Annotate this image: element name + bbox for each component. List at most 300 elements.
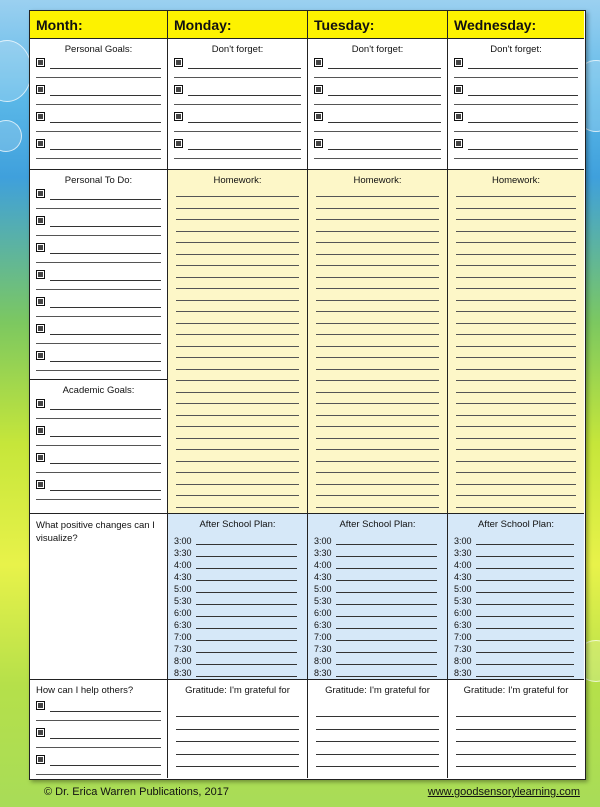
- time-line: [336, 556, 437, 557]
- time-label: 3:30: [454, 548, 472, 558]
- time-line: [196, 592, 297, 593]
- checkbox[interactable]: [314, 139, 323, 148]
- checkbox[interactable]: [36, 139, 45, 148]
- homework-line: [316, 507, 439, 508]
- checkbox[interactable]: [36, 755, 45, 764]
- write-line: [314, 158, 441, 159]
- time-label: 7:30: [454, 644, 472, 654]
- write-line: [454, 77, 578, 78]
- write-line: [468, 95, 578, 96]
- time-label: 5:30: [314, 596, 332, 606]
- time-slot: [454, 618, 574, 630]
- checklist-row: [454, 107, 578, 123]
- time-slot: [454, 606, 574, 618]
- write-line: [36, 316, 161, 317]
- planner-sheet: [29, 10, 586, 780]
- gratitude-line: [316, 766, 439, 767]
- checkbox[interactable]: [314, 58, 323, 67]
- checkbox[interactable]: [36, 216, 45, 225]
- homework-line: [456, 277, 576, 278]
- time-label: 7:00: [454, 632, 472, 642]
- time-line: [476, 556, 574, 557]
- homework-line: [456, 380, 576, 381]
- homework-line: [176, 495, 299, 496]
- homework-line: [316, 495, 439, 496]
- time-slot: [314, 594, 437, 606]
- academic-goals-title: Academic Goals:: [62, 385, 135, 396]
- homework-line: [456, 242, 576, 243]
- checkbox[interactable]: [36, 480, 45, 489]
- write-line: [50, 765, 161, 766]
- checkbox[interactable]: [454, 85, 463, 94]
- write-line: [50, 738, 161, 739]
- homework-line: [456, 219, 576, 220]
- write-line: [36, 445, 161, 446]
- homework-line: [176, 461, 299, 462]
- homework-line: [176, 277, 299, 278]
- time-label: 4:30: [454, 572, 472, 582]
- write-line: [174, 77, 301, 78]
- time-label: 8:00: [174, 656, 192, 666]
- homework-line: [456, 449, 576, 450]
- homework-line: [316, 380, 439, 381]
- homework-line: [176, 449, 299, 450]
- gratitude-monday: [168, 680, 308, 778]
- homework-line: [456, 426, 576, 427]
- time-slot: [454, 546, 574, 558]
- homework-line: [176, 403, 299, 404]
- checklist-row: [174, 53, 301, 69]
- homework-line: [176, 415, 299, 416]
- time-label: 4:30: [174, 572, 192, 582]
- homework-line: [316, 484, 439, 485]
- time-line: [336, 544, 437, 545]
- homework-line: [316, 472, 439, 473]
- write-line: [454, 104, 578, 105]
- homework-line: [176, 196, 299, 197]
- checklist-row: [36, 448, 161, 464]
- time-line: [336, 604, 437, 605]
- write-line: [50, 68, 161, 69]
- write-line: [50, 409, 161, 410]
- checklist-row: [36, 184, 161, 200]
- time-line: [336, 628, 437, 629]
- time-slot: [174, 570, 297, 582]
- gratitude-line: [176, 716, 299, 717]
- homework-line: [456, 507, 576, 508]
- checkbox[interactable]: [36, 189, 45, 198]
- time-label: 4:00: [454, 560, 472, 570]
- homework-line: [176, 231, 299, 232]
- write-line: [36, 158, 161, 159]
- homework-monday: [168, 170, 308, 514]
- month-header: [30, 11, 168, 39]
- time-line: [196, 664, 297, 665]
- checkbox[interactable]: [314, 112, 323, 121]
- gratitude-line: [456, 766, 576, 767]
- checklist-row: [36, 107, 161, 123]
- checkbox[interactable]: [174, 112, 183, 121]
- time-label: 5:00: [454, 584, 472, 594]
- homework-line: [456, 484, 576, 485]
- homework-title: Homework:: [491, 175, 541, 186]
- write-line: [36, 370, 161, 371]
- write-line: [328, 95, 441, 96]
- time-slot: [314, 654, 437, 666]
- homework-line: [176, 426, 299, 427]
- checklist-row: [454, 134, 578, 150]
- dont-forget-monday: [168, 39, 308, 170]
- homework-line: [176, 311, 299, 312]
- time-line: [196, 652, 297, 653]
- write-line: [468, 68, 578, 69]
- bubble-decoration: [0, 120, 22, 152]
- time-slot: [314, 534, 437, 546]
- time-slot: [314, 666, 437, 678]
- personal-todo-title: Personal To Do:: [64, 175, 133, 186]
- checkbox[interactable]: [36, 399, 45, 408]
- homework-line: [176, 254, 299, 255]
- time-line: [476, 616, 574, 617]
- time-label: 5:00: [314, 584, 332, 594]
- after-school-title: After School Plan:: [477, 519, 555, 530]
- checkbox[interactable]: [36, 701, 45, 710]
- write-line: [314, 77, 441, 78]
- time-line: [336, 652, 437, 653]
- checklist-row: [36, 319, 161, 335]
- homework-line: [316, 403, 439, 404]
- homework-line: [316, 357, 439, 358]
- time-line: [476, 604, 574, 605]
- time-label: 3:00: [314, 536, 332, 546]
- gratitude-title: Gratitude: I'm grateful for: [185, 685, 290, 696]
- after-school-tuesday: [308, 514, 448, 680]
- write-line: [50, 95, 161, 96]
- write-line: [36, 499, 161, 500]
- gratitude-line: [456, 741, 576, 742]
- website-link[interactable]: www.goodsensorylearning.com: [427, 786, 580, 798]
- write-line: [50, 280, 161, 281]
- time-line: [336, 640, 437, 641]
- write-line: [188, 149, 301, 150]
- visualize-title: What positive changes can I visualize?: [36, 520, 155, 544]
- time-label: 8:30: [174, 668, 192, 678]
- homework-line: [316, 392, 439, 393]
- time-line: [196, 640, 297, 641]
- time-label: 5:00: [174, 584, 192, 594]
- monday-label: Monday:: [174, 17, 232, 33]
- time-slot: [454, 534, 574, 546]
- checklist-row: [36, 696, 161, 712]
- time-slot: [314, 642, 437, 654]
- gratitude-line: [316, 754, 439, 755]
- time-label: 7:30: [314, 644, 332, 654]
- checkbox[interactable]: [36, 85, 45, 94]
- homework-line: [176, 288, 299, 289]
- personal-todo-cell: [30, 170, 168, 380]
- homework-line: [316, 219, 439, 220]
- write-line: [36, 418, 161, 419]
- write-line: [50, 361, 161, 362]
- homework-line: [456, 472, 576, 473]
- time-label: 6:00: [174, 608, 192, 618]
- checkbox[interactable]: [454, 139, 463, 148]
- homework-line: [316, 231, 439, 232]
- homework-line: [176, 357, 299, 358]
- time-line: [196, 628, 297, 629]
- checkbox[interactable]: [36, 426, 45, 435]
- write-line: [314, 104, 441, 105]
- checklist-row: [454, 53, 578, 69]
- time-line: [336, 664, 437, 665]
- after-school-title: After School Plan:: [199, 519, 276, 530]
- after-school-wednesday: [448, 514, 584, 680]
- write-line: [328, 122, 441, 123]
- write-line: [328, 149, 441, 150]
- homework-line: [456, 196, 576, 197]
- homework-line: [456, 231, 576, 232]
- time-line: [196, 544, 297, 545]
- homework-line: [176, 208, 299, 209]
- checkbox[interactable]: [174, 58, 183, 67]
- checkbox[interactable]: [454, 58, 463, 67]
- gratitude-wednesday: [448, 680, 584, 778]
- homework-line: [456, 495, 576, 496]
- write-line: [314, 131, 441, 132]
- checklist-row: [314, 107, 441, 123]
- homework-line: [176, 472, 299, 473]
- write-line: [328, 68, 441, 69]
- checkbox[interactable]: [314, 85, 323, 94]
- time-slot: [174, 594, 297, 606]
- monday-header: [168, 11, 308, 39]
- homework-line: [316, 300, 439, 301]
- homework-line: [316, 369, 439, 370]
- gratitude-line: [316, 741, 439, 742]
- checklist-row: [36, 292, 161, 308]
- time-label: 4:30: [314, 572, 332, 582]
- write-line: [36, 235, 161, 236]
- homework-line: [456, 265, 576, 266]
- homework-line: [316, 277, 439, 278]
- homework-line: [176, 219, 299, 220]
- write-line: [50, 149, 161, 150]
- write-line: [188, 122, 301, 123]
- homework-wednesday: [448, 170, 584, 514]
- wednesday-label: Wednesday:: [454, 17, 537, 33]
- gratitude-title: Gratitude: I'm grateful for: [325, 685, 430, 696]
- time-label: 3:00: [174, 536, 192, 546]
- time-line: [476, 628, 574, 629]
- homework-line: [456, 415, 576, 416]
- gratitude-line: [456, 729, 576, 730]
- homework-line: [316, 334, 439, 335]
- homework-line: [176, 323, 299, 324]
- planner-grid: [30, 11, 585, 779]
- time-label: 6:00: [454, 608, 472, 618]
- checklist-row: [174, 107, 301, 123]
- dont-forget-tuesday: [308, 39, 448, 170]
- time-label: 7:00: [174, 632, 192, 642]
- gratitude-line: [176, 766, 299, 767]
- checklist-row: [36, 53, 161, 69]
- time-label: 7:00: [314, 632, 332, 642]
- homework-line: [176, 380, 299, 381]
- write-line: [174, 104, 301, 105]
- homework-line: [176, 242, 299, 243]
- checkbox[interactable]: [36, 112, 45, 121]
- checklist-row: [314, 80, 441, 96]
- homework-line: [456, 369, 576, 370]
- homework-title: Homework:: [353, 175, 402, 186]
- checkbox[interactable]: [174, 85, 183, 94]
- checkbox[interactable]: [36, 324, 45, 333]
- write-line: [174, 131, 301, 132]
- personal-goals-title: Personal Goals:: [64, 44, 133, 55]
- write-line: [36, 472, 161, 473]
- gratitude-line: [176, 754, 299, 755]
- checkbox[interactable]: [454, 112, 463, 121]
- checkbox[interactable]: [36, 270, 45, 279]
- homework-line: [176, 334, 299, 335]
- write-line: [468, 122, 578, 123]
- checkbox[interactable]: [36, 58, 45, 67]
- personal-goals-cell: [30, 39, 168, 170]
- homework-line: [456, 323, 576, 324]
- checklist-row: [36, 238, 161, 254]
- checklist-row: [36, 750, 161, 766]
- checklist-row: [174, 80, 301, 96]
- time-label: 8:30: [314, 668, 332, 678]
- time-line: [336, 568, 437, 569]
- dont-forget-title: Don't forget:: [351, 44, 404, 55]
- checkbox[interactable]: [36, 351, 45, 360]
- checklist-row: [36, 265, 161, 281]
- homework-line: [176, 369, 299, 370]
- time-label: 4:00: [314, 560, 332, 570]
- homework-line: [316, 208, 439, 209]
- time-slot: [174, 618, 297, 630]
- checkbox[interactable]: [36, 728, 45, 737]
- checklist-row: [36, 421, 161, 437]
- time-label: 8:00: [314, 656, 332, 666]
- write-line: [188, 95, 301, 96]
- time-line: [196, 580, 297, 581]
- checkbox[interactable]: [174, 139, 183, 148]
- homework-line: [316, 415, 439, 416]
- homework-line: [176, 507, 299, 508]
- homework-line: [316, 265, 439, 266]
- homework-line: [456, 357, 576, 358]
- checklist-row: [36, 211, 161, 227]
- time-label: 7:30: [174, 644, 192, 654]
- write-line: [454, 131, 578, 132]
- time-slot: [174, 558, 297, 570]
- time-label: 4:00: [174, 560, 192, 570]
- checklist-row: [36, 346, 161, 362]
- write-line: [36, 774, 161, 775]
- homework-line: [176, 392, 299, 393]
- homework-line: [456, 392, 576, 393]
- checklist-row: [36, 134, 161, 150]
- dont-forget-title: Don't forget:: [211, 44, 264, 55]
- write-line: [36, 208, 161, 209]
- write-line: [50, 490, 161, 491]
- time-slot: [314, 582, 437, 594]
- time-slot: [314, 606, 437, 618]
- homework-line: [316, 254, 439, 255]
- write-line: [36, 131, 161, 132]
- write-line: [50, 199, 161, 200]
- after-school-monday: [168, 514, 308, 680]
- homework-title: Homework:: [213, 175, 262, 186]
- homework-line: [316, 196, 439, 197]
- homework-line: [316, 242, 439, 243]
- time-slot: [174, 666, 297, 678]
- write-line: [36, 77, 161, 78]
- homework-tuesday: [308, 170, 448, 514]
- time-slot: [174, 546, 297, 558]
- gratitude-line: [316, 729, 439, 730]
- write-line: [468, 149, 578, 150]
- homework-line: [456, 288, 576, 289]
- time-line: [476, 676, 574, 677]
- time-label: 3:00: [454, 536, 472, 546]
- time-slot: [454, 570, 574, 582]
- homework-line: [316, 461, 439, 462]
- checklist-row: [36, 394, 161, 410]
- checkbox[interactable]: [36, 453, 45, 462]
- homework-line: [456, 300, 576, 301]
- checklist-row: [314, 134, 441, 150]
- time-label: 8:00: [454, 656, 472, 666]
- time-label: 3:30: [314, 548, 332, 558]
- time-line: [476, 652, 574, 653]
- homework-line: [316, 449, 439, 450]
- homework-line: [176, 438, 299, 439]
- time-line: [196, 676, 297, 677]
- write-line: [50, 463, 161, 464]
- time-label: 6:30: [454, 620, 472, 630]
- write-line: [50, 122, 161, 123]
- homework-line: [316, 288, 439, 289]
- homework-line: [176, 346, 299, 347]
- time-slot: [314, 558, 437, 570]
- write-line: [36, 289, 161, 290]
- time-line: [476, 568, 574, 569]
- homework-line: [176, 265, 299, 266]
- time-line: [196, 616, 297, 617]
- homework-line: [176, 484, 299, 485]
- gratitude-line: [456, 754, 576, 755]
- academic-goals-cell: [30, 380, 168, 514]
- time-slot: [174, 642, 297, 654]
- checkbox[interactable]: [36, 297, 45, 306]
- time-line: [336, 616, 437, 617]
- time-slot: [454, 642, 574, 654]
- time-line: [336, 676, 437, 677]
- checkbox[interactable]: [36, 243, 45, 252]
- checklist-row: [314, 53, 441, 69]
- time-label: 6:30: [314, 620, 332, 630]
- gratitude-title: Gratitude: I'm grateful for: [463, 685, 569, 696]
- homework-line: [316, 438, 439, 439]
- gratitude-line: [316, 716, 439, 717]
- checklist-row: [36, 475, 161, 491]
- checklist-row: [36, 80, 161, 96]
- tuesday-header: [308, 11, 448, 39]
- write-line: [50, 334, 161, 335]
